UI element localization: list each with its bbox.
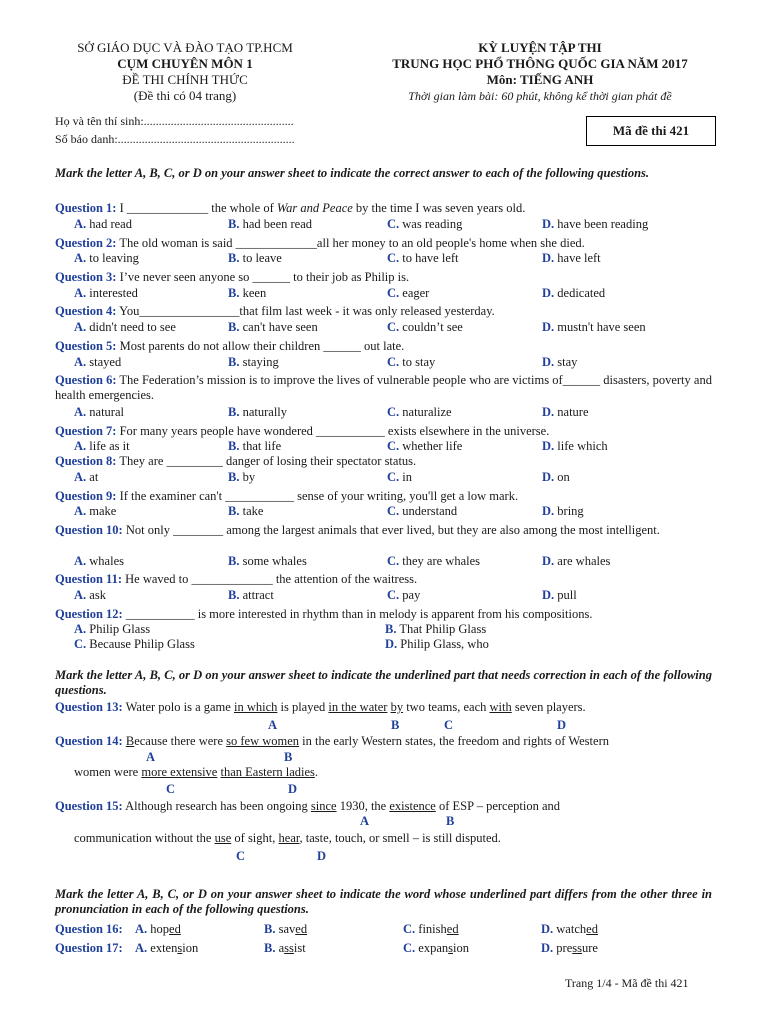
options-row xyxy=(74,554,714,570)
question-stem-continued: women were more extensive than Eastern ladies. xyxy=(74,765,319,779)
option-a: A. hoped xyxy=(135,922,181,936)
mark-b: B xyxy=(391,718,400,732)
option-a: A. had read xyxy=(74,217,132,231)
time-note: Thời gian làm bài: 60 phút, không kể thời gian phát đề xyxy=(408,89,672,103)
options-row xyxy=(74,439,714,455)
option-b: B. staying xyxy=(228,355,279,369)
option-d: D. mustn't have seen xyxy=(542,320,646,334)
option-b: B. by xyxy=(228,470,256,484)
option-c: C. Because Philip Glass xyxy=(74,637,195,651)
option-a: A. ask xyxy=(74,588,106,602)
question-label: Question 17: xyxy=(55,941,123,955)
option-d: D. Philip Glass, who xyxy=(385,637,489,651)
option-d: D. on xyxy=(542,470,570,484)
question-stem: Question 7: For many years people have wondered ___________ exists elsewhere in the universe. xyxy=(55,424,550,438)
mark-b: B xyxy=(284,750,293,764)
option-c: C. was reading xyxy=(387,217,463,231)
option-a: A. didn't need to see xyxy=(74,320,176,334)
candidate-name-field: Họ và tên thí sinh:.................................................. xyxy=(55,114,294,128)
options-row xyxy=(74,470,714,486)
option-a: A. whales xyxy=(74,554,124,568)
option-b: B. to leave xyxy=(228,251,282,265)
question-stem: Question 15: Although research has been ongoing since 1930, the existence of ESP – perception and xyxy=(55,799,561,813)
header-right xyxy=(350,40,730,104)
option-c: C. expansion xyxy=(403,941,469,955)
department-name: SỞ GIÁO DỤC VÀ ĐÀO TẠO TP.HCM xyxy=(77,40,293,55)
option-b: B. attract xyxy=(228,588,274,602)
options-row xyxy=(74,588,714,604)
option-b: B. some whales xyxy=(228,554,307,568)
option-b: B. keen xyxy=(228,286,267,300)
options-row xyxy=(135,922,715,938)
option-d: D. are whales xyxy=(542,554,611,568)
option-d: D. stay xyxy=(542,355,578,369)
option-c: C. to have left xyxy=(387,251,459,265)
options-row xyxy=(135,941,715,957)
question-stem: Question 9: If the examiner can't ___________ sense of your writing, you'll get a low mark. xyxy=(55,489,519,503)
question-stem: Question 12: ___________ is more interested in rhythm than in melody is apparent from his compositions. xyxy=(55,607,593,621)
option-d: D. bring xyxy=(542,504,584,518)
section1-instructions: Mark the letter A, B, C, or D on your answer sheet to indicate the correct answer to each of the following questions. xyxy=(55,166,650,180)
options-row xyxy=(74,622,714,638)
option-a: A. natural xyxy=(74,405,124,419)
exam-title: KỲ LUYỆN TẬP THI xyxy=(478,40,602,55)
mark-c: C xyxy=(166,782,176,796)
exam-subtitle: TRUNG HỌC PHỔ THÔNG QUỐC GIA NĂM 2017 xyxy=(392,56,688,71)
option-b: B. naturally xyxy=(228,405,288,419)
option-c: C. couldn’t see xyxy=(387,320,463,334)
option-c: C. they are whales xyxy=(387,554,481,568)
option-a: A. to leaving xyxy=(74,251,139,265)
option-d: D. life which xyxy=(542,439,608,453)
mark-a: A xyxy=(360,814,370,828)
option-a: A. make xyxy=(74,504,117,518)
question-stem: Question 8: They are _________ danger of losing their spectator status. xyxy=(55,454,417,468)
option-c: C. to stay xyxy=(387,355,436,369)
option-b: B. had been read xyxy=(228,217,312,231)
question-stem-continued: communication without the use of sight, hear, taste, touch, or smell – is still disputed. xyxy=(74,831,501,845)
option-c: C. finished xyxy=(403,922,459,936)
question-stem: Question 11: He waved to _____________ the attention of the waitress. xyxy=(55,572,418,586)
option-c: C. in xyxy=(387,470,413,484)
option-d: D. watched xyxy=(541,922,598,936)
question-stem: Question 2: The old woman is said _____________all her money to an old people's home when she died. xyxy=(55,236,585,250)
page-count-note: (Đề thi có 04 trang) xyxy=(133,88,237,103)
option-b: B. that life xyxy=(228,439,282,453)
options-row xyxy=(74,251,714,267)
option-b: B. take xyxy=(228,504,264,518)
question-label: Question 16: xyxy=(55,922,123,936)
options-row xyxy=(74,637,714,653)
option-b: B. assist xyxy=(264,941,306,955)
option-d: D. dedicated xyxy=(542,286,606,300)
mark-a: A xyxy=(268,718,278,732)
question-stem: Question 4: You________________that film last week - it was only released yesterday. xyxy=(55,304,495,318)
option-b: B. That Philip Glass xyxy=(385,622,487,636)
mark-d: D xyxy=(557,718,567,732)
question-stem: Question 10: Not only ________ among the largest animals that ever lived, but they are also among the most intelligent. xyxy=(55,523,660,537)
mark-d: D xyxy=(288,782,298,796)
mark-c: C xyxy=(444,718,454,732)
option-a: A. life as it xyxy=(74,439,130,453)
options-row xyxy=(74,217,714,233)
section2-instructions: Mark the letter A, B, C, or D on your answer sheet to indicate the underlined part that needs correction in each of the following questions. xyxy=(55,668,712,697)
mark-a: A xyxy=(146,750,156,764)
exam-code-box: Mã đề thi 421 xyxy=(586,116,716,146)
options-row xyxy=(74,355,714,371)
mark-d: D xyxy=(317,849,327,863)
question-stem: Question 14: Because there were so few women in the early Western states, the freedom and rights of Western xyxy=(55,734,609,748)
candidate-id-field: Số báo danh:........................................................... xyxy=(55,132,295,146)
page-footer: Trang 1/4 - Mã đề thi 421 xyxy=(565,976,689,990)
option-a: A. interested xyxy=(74,286,138,300)
question-stem: Question 13: Water polo is a game in which is played in the water by two teams, each with seven players. xyxy=(55,700,586,714)
options-row xyxy=(74,405,714,421)
option-d: D. pull xyxy=(542,588,577,602)
mark-b: B xyxy=(446,814,455,828)
cluster-name: CỤM CHUYÊN MÔN 1 xyxy=(117,56,253,71)
option-d: D. pressure xyxy=(541,941,598,955)
option-d: D. have left xyxy=(542,251,601,265)
option-b: B. saved xyxy=(264,922,308,936)
options-row xyxy=(74,286,714,302)
option-c: C. eager xyxy=(387,286,430,300)
question-stem: Question 1: I _____________ the whole of War and Peace by the time I was seven years old. xyxy=(55,201,526,215)
options-row xyxy=(74,504,714,520)
header-left xyxy=(55,40,315,104)
official-exam-label: ĐỀ THI CHÍNH THỨC xyxy=(122,72,248,87)
option-a: A. Philip Glass xyxy=(74,622,151,636)
option-b: B. can't have seen xyxy=(228,320,318,334)
question-stem: Question 3: I’ve never seen anyone so ______ to their job as Philip is. xyxy=(55,270,410,284)
option-a: A. at xyxy=(74,470,99,484)
question-stem: Question 6: The Federation’s mission is to improve the lives of vulnerable people who are victims of______ disasters, poverty and health emergencies. xyxy=(55,373,712,402)
option-c: C. understand xyxy=(387,504,458,518)
options-row xyxy=(74,320,714,336)
subject: Môn: TIẾNG ANH xyxy=(486,72,594,87)
mark-c: C xyxy=(236,849,246,863)
option-a: A. stayed xyxy=(74,355,122,369)
option-c: C. naturalize xyxy=(387,405,452,419)
question-stem: Question 5: Most parents do not allow their children ______ out late. xyxy=(55,339,405,353)
option-c: C. whether life xyxy=(387,439,463,453)
section3-instructions: Mark the letter A, B, C, or D on your answer sheet to indicate the word whose underlined part differs from the other three in pronunciation in each of the following questions. xyxy=(55,887,712,916)
option-a: A. extension xyxy=(135,941,199,955)
option-d: D. nature xyxy=(542,405,589,419)
option-d: D. have been reading xyxy=(542,217,649,231)
option-c: C. pay xyxy=(387,588,421,602)
